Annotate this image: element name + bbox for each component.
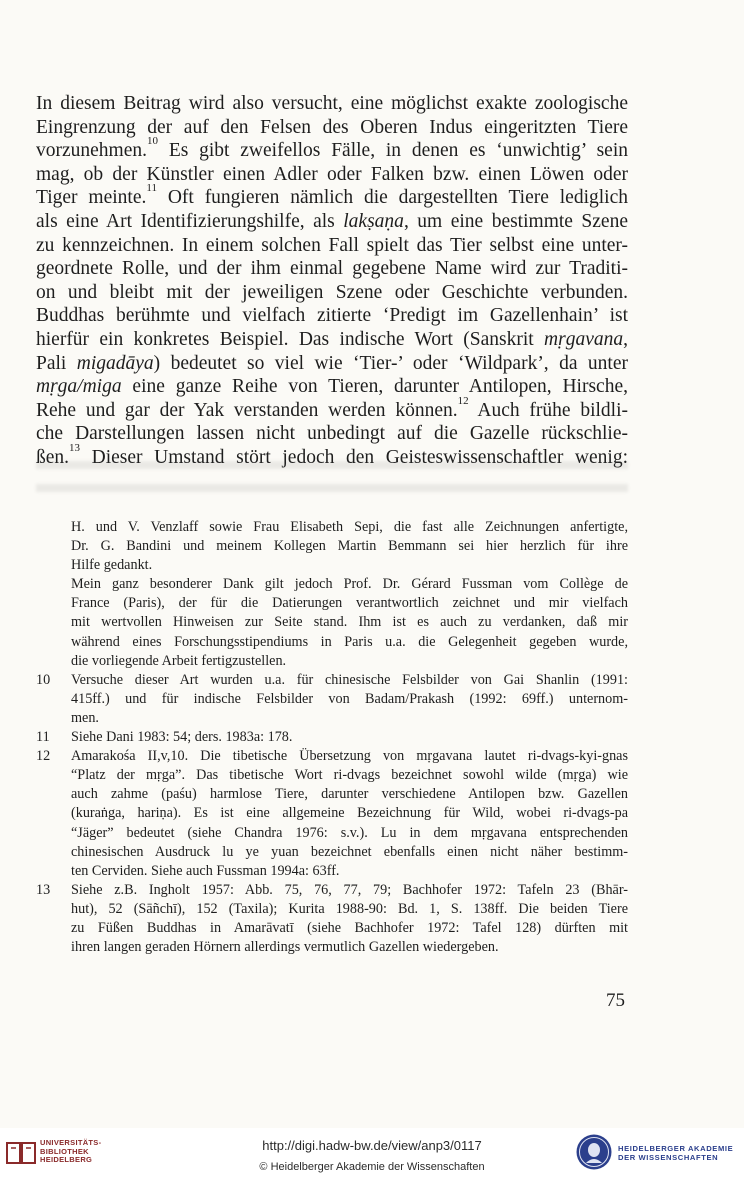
body-line: hierfür ein konkretes Beispiel. Das indische Wort (Sanskrit mṛgavana, xyxy=(36,328,628,350)
body-line: geordnete Rolle, und der ihm einmal gegebene Name wird zur Traditi- xyxy=(36,258,628,280)
footnote-12: 12 Amarakośa II,v,10. Die tibetische Übersetzung von mṛgavana lautet ri-dvags-kyi-gnas “Platz der mṛga”. Das tibetische Wort ri-dvags bezeichnet sowohl wilde (mṛga) wie auch zahme (paśu) harmlose Tiere, darunter verschiedene Antilopen bzw. Gazellen (kuraṅga, hariṇa). Es ist eine allgemeine Bezeichnung für Wild, wobei ri-dvags-pa “Jäger” bedeutet (siehe Chandra 1976: s.v.). Lu in dem mṛgavana entsprechenden chinesischen Ausdruck lu ye yuan bezeichnet ebenfalls einen nicht näher bestimm- ten Cerviden. Siehe auch Fussman 1994a: 63ff. xyxy=(36,748,628,879)
copyright-notice: © Heidelberger Akademie der Wissenschaften xyxy=(259,1161,485,1173)
body-line: In diesem Beitrag wird also versucht, eine möglichst exakte zoologische xyxy=(36,93,628,114)
page-number: 75 xyxy=(606,990,625,1011)
footnote-number: 12 xyxy=(36,748,51,765)
body-line: Pali migadāya) bedeutet so viel wie ‘Tier-’ oder ‘Wildpark’, da unter xyxy=(36,352,628,374)
footnote-10: 10 Versuche dieser Art wurden u.a. für chinesische Felsbilder von Gai Shanlin (1991: 415ff.) und für indische Felsbilder von Badam/Prakash (1992: 69ff.) unternom- men. xyxy=(36,671,628,726)
academy-name: HEIDELBERGER AKADEMIE DER WISSENSCHAFTEN xyxy=(618,1144,734,1162)
body-line: Eingrenzung der auf den Felsen des Oberen Indus eingeritzten Tiere xyxy=(36,116,628,138)
source-url-link[interactable]: http://digi.hadw-bw.de/view/anp3/0117 xyxy=(262,1138,482,1153)
body-line: als eine Art Identifizierungshilfe, als lakṣaṇa, um eine bestimmte Szene xyxy=(36,210,628,232)
body-line: zu kennzeichnen. In einem solchen Fall spielt das Tier selbst eine unter- xyxy=(36,234,628,256)
footnote-ref-13[interactable]: 13 xyxy=(69,441,81,454)
footnote-number: 11 xyxy=(36,729,50,746)
body-line: mṛga/miga eine ganze Reihe von Tieren, darunter Antilopen, Hirsche, xyxy=(36,376,628,398)
footnote-number: 13 xyxy=(36,881,51,898)
footnote-ref-10[interactable]: 10 xyxy=(147,135,159,148)
footnote-13: 13 Siehe z.B. Ingholt 1957: Abb. 75, 76, 77, 79; Bachhofer 1972: Tafeln 23 (Bhār- hut), 52 (Sāñchī), 152 (Taxila); Kurita 1988-90: Bd. 1, S. 138ff. Die beiden Tiere zu Füßen Buddhas in Amarāvatī (siehe Bachhofer 1972: Tafel 128) dürften mit ihren langen geraden Hörnern allerdings vermutlich Gazellen wiedergeben. xyxy=(36,881,628,956)
show-through-texture xyxy=(36,455,628,503)
body-line: Buddhas berühmte und vielfach zitierte ‘Predigt im Gazellenhain’ ist xyxy=(36,305,628,327)
footnote-ref-12[interactable]: 12 xyxy=(457,394,469,407)
university-library-name: UNIVERSITÄTS- BIBLIOTHEK HEIDELBERG xyxy=(40,1138,102,1164)
body-line: mag, ob der Künstler einen Adler oder Falken bzw. einen Löwen oder xyxy=(36,163,628,185)
main-text xyxy=(36,92,628,470)
body-line: Tiger meinte.$^{11}$ Oft fungieren nämlich die dargestellten Tiere lediglich xyxy=(36,182,628,209)
body-line: on und bleibt mit der jeweiligen Szene oder Geschichte verbunden. xyxy=(36,281,628,303)
academy-seal-icon[interactable] xyxy=(575,1133,613,1171)
footer-bar xyxy=(0,1128,744,1179)
footnote-ref-11[interactable]: 11 xyxy=(146,182,157,195)
footnote-number: 10 xyxy=(36,671,51,688)
footnote-11: 11 Siehe Dani 1983: 54; ders. 1983a: 178. xyxy=(36,728,628,747)
body-line: che Darstellungen lassen nicht unbedingt auf die Gazelle rückschlie- xyxy=(36,423,628,445)
footnote-continuation: H. und V. Venzlaff sowie Frau Elisabeth Sepi, die fast alle Zeichnungen anfertigte, Dr. G. Bandini und meinem Kollegen Martin Bemmann sei hier herzlich für ihre Hilfe gedankt. Mein ganz besonderer Dank gilt jedoch Prof. Dr. Gérard Fussman vom Collège de France (Paris), der für die Datierungen verantwortlich zeichnet und mir vielfach mit wertvollen Hinweisen zur Seite stand. Ihm ist es auch zu verdanken, daß mir während eines Forschungsstipendiums in Paris u.a. die Gelegenheit gegeben wurde, die vorliegende Arbeit fertigzustellen. xyxy=(71,519,628,669)
footnotes xyxy=(36,518,628,957)
body-line: ßen.$^{13}$ Dieser Umstand stört jedoch den Geisteswissenschaftler wenig: xyxy=(36,441,628,468)
body-line: vorzunehmen.$^{10}$ Es gibt zweifellos Fälle, in denen es ‘unwichtig’ sein xyxy=(36,135,628,162)
body-line: Rehe und gar der Yak verstanden werden können.$^{12}$ Auch frühe bildli- xyxy=(36,394,628,421)
